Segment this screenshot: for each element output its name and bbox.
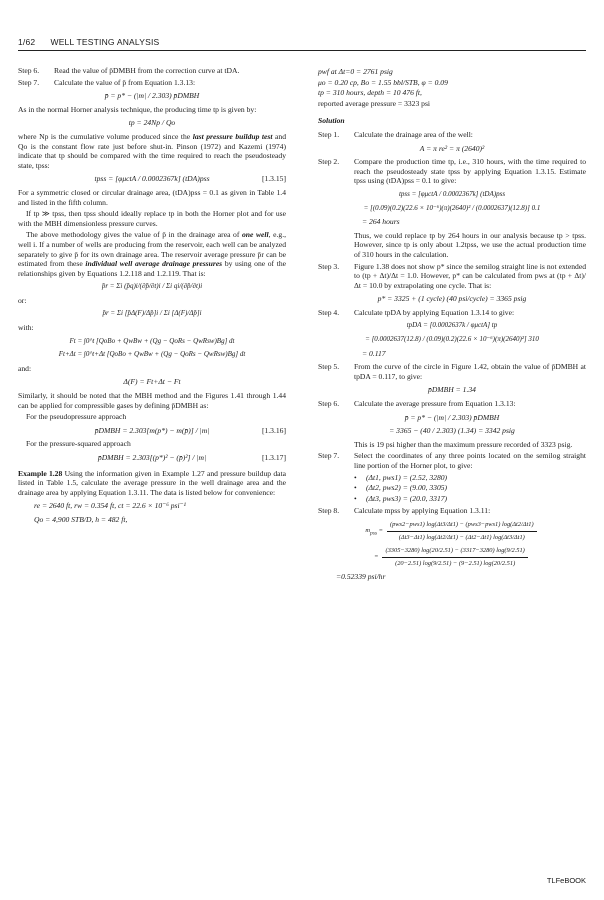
equation-ft-dt: Ft+Δt = ∫0^t+Δt [QoBo + QwBw + (Qg − QoRs − QwRsw)Bg] dt — [58, 350, 246, 359]
equation-pbar: p̄ = p* − (|m| / 2.303) p̄DMBH — [104, 91, 200, 101]
equation-tpss-numeric: = [(0.09)(0.2)(22.6 × 10⁻⁶)(π)(2640)² / (0.0002637)(12.8)] 0.1 — [363, 203, 541, 212]
right-step-2: Step 2. Compare the production time tp, i.e., 310 hours, with the time required to reach the pseudosteady state tpss by applying Equation 1.3.15. Estimate tpss using (tDA)pss = 0.1 to give: — [318, 157, 586, 186]
data-line-1: re = 2640 ft, rw = 0.354 ft, ct = 22.6 × 10⁻⁶ psi⁻¹ — [34, 501, 186, 511]
right-step-4: Step 4. Calculate tpDA by applying Equation 1.3.14 to give: — [318, 307, 515, 317]
paragraph-similarly: Similarly, it should be noted that the MBH method and the Figures 1.41 through 1.44 can be applied for compressible gases by defining p̄DMBH as: — [18, 391, 286, 410]
page-header — [18, 38, 586, 48]
equation-mpss-general: mpss = $\frac{\text{(pws2−pws1) log(Δt3/Δt1) − (pws3−pws1) log(Δt2/Δt1)}}{(\Delta t3-\Delta t1) \log(\Delta t2/\Delta t1) - (\Delta t2-\Delta t1) \log(\Delta t3/\Delta t1)}$ — [318, 520, 586, 542]
equation-1-3-15: tpss = [φμctA / 0.0002367k] (tDA)pss [1.3.15] — [94, 174, 286, 184]
equation-tpda-numeric: = [0.0002637(12.8) / (0.09)(0.2)(22.6 × 10⁻⁶)(π)(2640)²] 310 — [365, 335, 539, 344]
equation-tpda-general: tpDA = [0.0002637k / φμctA] tp — [406, 321, 498, 330]
right-step-7: Step 7. Select the coordinates of any three points located on the semilog straight line portion of the Horner plot, to give: — [318, 451, 586, 470]
paragraph-replace: If tp ≫ tpss, then tpss should ideally replace tp in both the Horner plot and for use with the MBH dimensionless pressure curves. — [18, 209, 286, 228]
point-3: • (Δt3, pws3) = (20.0, 3317) — [354, 493, 448, 503]
paragraph-circular: For a symmetric closed or circular drainage area, (tDA)pss = 0.1 as given in Table 1.4 and listed in the fifth column. — [18, 187, 286, 207]
equation-area: A = π re² = π (2640)² — [419, 143, 485, 153]
data-line-2: Qo = 4,900 STB/D, h = 482 ft, — [34, 514, 128, 524]
data-line-5: tp = 310 hours, depth = 10 476 ft, — [318, 88, 422, 98]
example-1-28: Example 1.28 Using the information given in Example 1.27 and pressure buildup data listed in Table 1.5, calculate the average pressure in the well drainage area and the drainage area by applying Equation 1.3.11. The data is listed below for convenience: — [18, 468, 286, 497]
equation-ft: Ft = ∫0^t [QoBo + QwBw + (Qg − QoRs − QwRsw)Bg] dt — [69, 336, 235, 345]
right-column — [318, 66, 586, 586]
right-step-5: Step 5. From the curve of the circle in Figure 1.42, obtain the value of p̄DMBH at tpDA = 0.117, to give: — [318, 362, 586, 381]
equation-delta-f: Δ(F) = Ft+Δt − Ft — [123, 377, 181, 387]
point-1: • (Δt1, pws1) = (2.52, 3280) — [354, 472, 448, 482]
paragraph-np: where Np is the cumulative volume produced since the last pressure buildup test and Qo is the constant flow rate just before shut-in. Pinson (1972) and Kazemi (1974) indicate that tp should be compared with the time required to reach the pseudosteady state, tpss: — [18, 131, 286, 170]
point-2: • (Δt2, pws2) = (9.00, 3305) — [354, 483, 448, 493]
data-line-4: μo = 0.20 cp, Bo = 1.55 bbl/STB, φ = 0.09 — [318, 77, 448, 87]
label-or: or: — [18, 295, 27, 305]
right-step-6: Step 6. Calculate the average pressure from Equation 1.3.13: — [318, 399, 516, 409]
equation-1-3-16: p̄DMBH = 2.303[m(p*) − m(p̄)] / |m| [1.3.16] — [94, 425, 286, 435]
left-step-6: Step 6. Read the value of p̄DMBH from the correction curve at tDA. — [18, 66, 240, 75]
equation-pstar: p* = 3325 + (1 cycle) (40 psi/cycle) = 3365 psig — [377, 294, 527, 304]
equation-tpda-result: = 0.117 — [362, 348, 386, 358]
label-pressure-squared: For the pressure-squared approach — [26, 439, 131, 449]
equation-pr-2: p̄r = Σi [p̄Δ(F)/Δp̄]i / Σi [Δ(F)/Δp̄]i — [102, 309, 202, 318]
equation-mpss-result: =0.52339 psi/hr — [336, 572, 386, 582]
left-column — [18, 66, 286, 529]
data-line-3: pwf at Δt=0 = 2761 psig — [318, 67, 393, 76]
header-rule — [18, 50, 586, 51]
equation-tpss-result: = 264 hours — [362, 217, 400, 227]
page-number: 1/62 — [18, 37, 36, 47]
left-step-7: Step 7. Calculate the value of p̄ from Equation 1.3.13: — [18, 77, 196, 87]
solution-heading: Solution — [318, 116, 345, 126]
label-pseudopressure: For the pseudopressure approach — [26, 412, 127, 422]
paragraph-horner: As in the normal Horner analysis technique, the producing time tp is given by: — [18, 104, 257, 114]
equation-pbar-general: p̄ = p* − (|m| / 2.303) p̄DMBH — [404, 412, 500, 422]
running-title: WELL TESTING ANALYSIS — [50, 37, 160, 47]
equation-pdmbh: p̄DMBH = 1.34 — [428, 385, 476, 395]
right-step-8: Step 8. Calculate mpss by applying Equation 1.3.11: — [318, 506, 491, 516]
equation-tp: tp = 24Np / Qo — [128, 118, 176, 128]
label-with: with: — [18, 323, 34, 333]
right-step-1: Step 1. Calculate the drainage area of the well: — [318, 129, 473, 139]
equation-tpss-general: tpss = [φμctA / 0.0002367k] (tDA)pss — [398, 189, 506, 198]
right-step-3: Step 3. Figure 1.38 does not show p* since the semilog straight line is not extended to (tp + Δt)/Δt = 1.0. However, p* can be calculated from pws at (tp + Δt)/Δt = 10.0 by extrapolating one cycle. That is: — [318, 261, 586, 290]
equation-1-3-17: p̄DMBH = 2.303[(p*)² − (p̄)²] / |m| [1.3.17] — [97, 453, 286, 462]
footer-watermark: TLFeBOOK — [546, 876, 586, 885]
step-6-continued: This is 19 psi higher than the maximum pressure recorded of 3323 psig. — [354, 439, 573, 449]
equation-mpss-numeric: = $\frac{(3305-3280) \log(20/2.51) - (3317-3280) \log(9/2.51)}{(20-2.51) \log(9/2.51) - (9-2.51) \log(20/2.51)}$ — [318, 546, 586, 568]
data-line-6: reported average pressure = 3323 psi — [318, 98, 431, 108]
paragraph-method: The above methodology gives the value of p̄ in the drainage area of one well, e.g., well i. If a number of wells are producing from the reservoir, each well can be analyzed separately to give p̄ for its own drainage area. The reservoir average pressure p̄r can be estimated from these individual well average drainage pressures by using one of the relationships given by Equations 1.2.118 and 1.2.119. That is: — [18, 230, 287, 278]
equation-pbar-numeric: = 3365 − (40 / 2.303) (1.34) = 3342 psig — [389, 426, 515, 436]
equation-pr-1: p̄r = Σi (p̄q)i/(∂p̄/∂t)i / Σi qi/(∂p̄/∂t)i — [101, 282, 203, 291]
label-and: and: — [18, 363, 32, 373]
step-2-continued: Thus, we could replace tp by 264 hours in our analysis because tp > tpss. However, since tp is only about 1.2tpss, we use the actual production time of 310 hours in the calculation. — [354, 230, 586, 259]
